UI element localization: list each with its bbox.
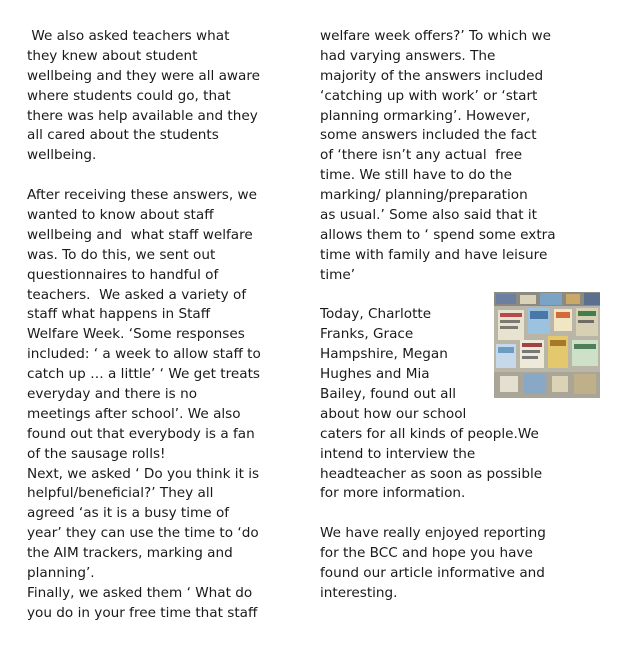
paragraph-gap (320, 504, 582, 524)
text-line: After receiving these answers, we (27, 187, 257, 204)
text-line: staff what happens in Staff (27, 306, 211, 323)
text-line: some answers included the fact (320, 127, 537, 144)
text-line: intend to interview the (320, 445, 476, 462)
text-line: of ‘there isn’t any actual free (320, 147, 523, 164)
text-line: Finally, we asked them ‘ What do (27, 584, 253, 601)
text-line: they knew about student (27, 47, 198, 64)
text-line: wellbeing and what staff welfare (27, 226, 253, 243)
paragraph-closing (320, 524, 582, 604)
text-line: planning’. (27, 565, 95, 582)
text-line: wanted to know about staff (27, 207, 214, 224)
text-line: of the sausage rolls! (27, 445, 166, 462)
text-line: We also asked teachers what (27, 28, 230, 44)
text-line: catch up … a little’ ‘ We get treats (27, 366, 261, 383)
left-column (27, 27, 289, 624)
text-line: questionnaires to handful of (27, 266, 219, 283)
text-line: planning ormarking’. However, (320, 107, 531, 124)
text-line: agreed ‘as it is a busy time of (27, 505, 230, 522)
text-line: about how our school (320, 405, 467, 422)
text-line: had varying answers. The (320, 47, 496, 64)
text-line: wellbeing and they were all aware (27, 67, 261, 84)
text-line: interesting. (320, 584, 398, 601)
text-line: teachers. We asked a variety of (27, 286, 247, 303)
text-line: Bailey, found out all (320, 386, 457, 403)
text-line: all cared about the students (27, 127, 219, 144)
text-line: Next, we asked ‘ Do you think it is (27, 465, 260, 482)
text-line: included: ‘ a week to allow staff to (27, 346, 261, 363)
text-line: year’ they can use the time to ‘do (27, 525, 259, 542)
noticeboard-photo (494, 292, 600, 398)
text-line: time. We still have to do the (320, 167, 512, 184)
text-line: Franks, Grace (320, 326, 414, 343)
text-line: Welfare Week. ‘Some responses (27, 326, 245, 343)
text-line: Today, Charlotte (320, 306, 432, 323)
text-line: as usual.’ Some also said that it (320, 207, 537, 224)
text-line: everyday and there is no (27, 386, 198, 403)
text-line: was. To do this, we sent out (27, 246, 216, 263)
text-line: marking/ planning/preparation (320, 187, 528, 204)
text-line: We have really enjoyed reporting (320, 525, 546, 542)
text-line: meetings after school’. We also (27, 405, 241, 422)
text-line: the AIM trackers, marking and (27, 545, 233, 562)
text-line: for more information. (320, 485, 466, 502)
text-line: time with family and have leisure (320, 246, 548, 263)
text-line: caters for all kinds of people.We (320, 425, 539, 442)
text-line: for the BCC and hope you have (320, 545, 533, 562)
text-line: found out that everybody is a fan (27, 425, 255, 442)
text-line: headteacher as soon as possible (320, 465, 543, 482)
text-line: found our article informative and (320, 565, 545, 582)
paragraph-gap (27, 166, 289, 186)
paragraph-staff-answers (320, 27, 582, 286)
text-line: ‘catching up with work’ or ‘start (320, 87, 538, 104)
classroom-noticeboard-photo-icon (494, 292, 600, 398)
text-line: helpful/beneficial?’ They all (27, 485, 214, 502)
paragraph-teachers-wellbeing (27, 27, 289, 166)
text-line: you do in your free time that staff (27, 604, 258, 621)
text-line: where students could go, that (27, 87, 231, 104)
text-line: there was help available and they (27, 107, 258, 124)
text-line: Hampshire, Megan (320, 346, 448, 363)
text-line: Hughes and Mia (320, 366, 430, 383)
text-line: time’ (320, 266, 356, 283)
text-line: welfare week offers?’ To which we (320, 28, 551, 44)
text-line: majority of the answers included (320, 67, 544, 84)
text-line: wellbeing. (27, 147, 97, 164)
text-line: allows them to ‘ spend some extra (320, 226, 556, 243)
paragraph-staff-welfare (27, 186, 289, 624)
